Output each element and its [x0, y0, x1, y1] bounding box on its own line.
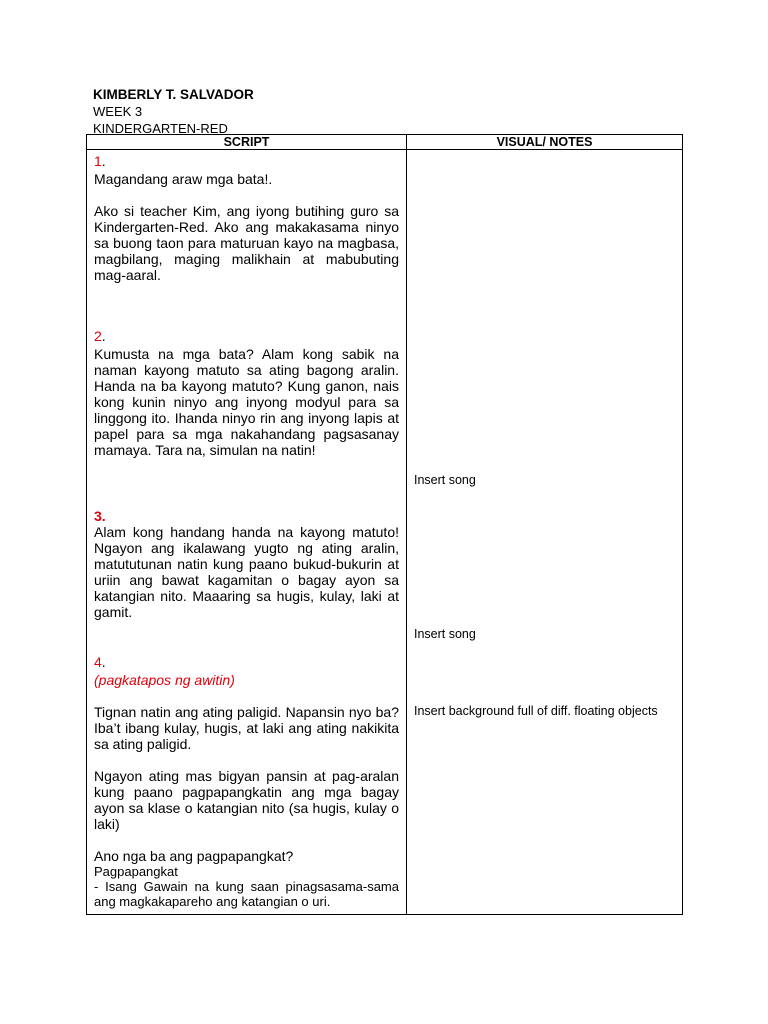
- script-section-1: [94, 153, 399, 283]
- section-2-text: Kumusta na mga bata? Alam kong sabik na naman kayong matuto sa ating bagong aralin. Handa na ba kayong matuto? Kung ganon, nais kong kunin ninyo ang inyong modyul para sa linggong ito. Ihanda ninyo rin ang inyong lapis at papel para sa mga nakahandang pagsasanay mamaya. Tara na, simulan na natin!: [94, 346, 399, 458]
- script-section-3: [94, 508, 399, 620]
- author-name: KIMBERLY T. SALVADOR: [93, 87, 254, 102]
- note-insert-song-1: Insert song: [414, 473, 476, 487]
- term-definition: - Isang Gawain na kung saan pinagsasama-sama ang magkakapareho ang katangian o uri.: [94, 879, 399, 909]
- section-4-question: Ano nga ba ang pagpapangkat?: [94, 848, 294, 864]
- greeting-text: Magandang araw mga bata!.: [94, 171, 273, 187]
- week-label: WEEK 3: [93, 104, 143, 119]
- note-insert-song-2: Insert song: [414, 627, 476, 641]
- stage-direction: (pagkatapos ng awitin): [94, 672, 235, 688]
- section-number: 1: [94, 153, 102, 169]
- section-number: 2: [94, 328, 102, 344]
- term-heading: Pagpapangkat: [94, 864, 178, 879]
- section-number-dot: .: [101, 654, 106, 670]
- script-table: [86, 134, 683, 915]
- section-3-text: Alam kong handang handa na kayong matuto! Ngayon ang ikalawang yugto ng ating aralin, matututunan natin kung paano bukud-bukurin at uriin ang bawat kagamitan o bagay ayon sa katangian nito. Maaaring sa hugis, kulay, laki at gamit.: [94, 524, 399, 620]
- section-number-dot: .: [101, 328, 106, 344]
- note-insert-background: Insert background full of diff. floating objects: [414, 704, 658, 718]
- visual-notes-cell: [407, 150, 683, 915]
- intro-text: Ako si teacher Kim, ang iyong butihing guro sa Kindergarten-Red. Ako ang makakasama ninyo sa buong taon para maturuan kayo na magbasa, magbilang, maging malikhain at mabubuting mag-aaral.: [94, 203, 399, 283]
- section-4-text-1: Tignan natin ang ating paligid. Napansin nyo ba? Iba’t ibang kulay, hugis, at laki ang ating nakikita sa ating paligid.: [94, 704, 399, 752]
- script-cell: [87, 150, 407, 915]
- script-section-2: [94, 328, 399, 458]
- visual-notes-column-header: VISUAL/ NOTES: [407, 135, 683, 150]
- class-label: KINDERGARTEN-RED: [93, 121, 228, 136]
- section-number: 3.: [94, 508, 106, 524]
- script-section-4: [94, 654, 399, 909]
- script-column-header: SCRIPT: [87, 135, 407, 150]
- section-number: 4: [94, 654, 102, 670]
- section-4-text-2: Ngayon ating mas bigyan pansin at pag-aralan kung paano pagpapangkatin ang mga bagay ayon sa klase o katangian nito (sa hugis, kulay o laki): [94, 768, 399, 832]
- table-header-row: [87, 135, 683, 150]
- section-number-dot: .: [101, 153, 106, 169]
- document-header: [93, 86, 254, 137]
